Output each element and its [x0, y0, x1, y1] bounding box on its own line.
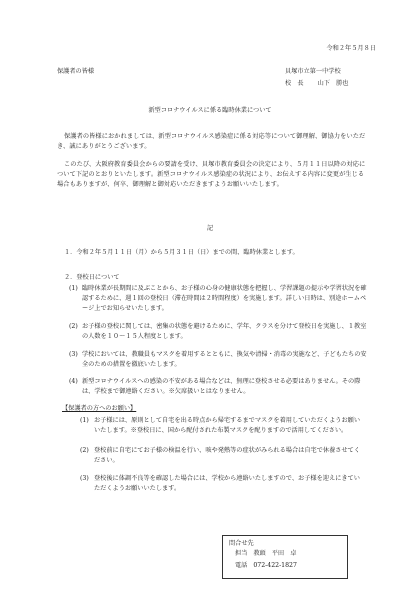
request-text: お子様には、原則として自宅を出る時点から帰宅するまでマスクを着用していただくようお願いいたします。※登校日に、国から配付された布製マスクを配りますので活用してください。 [94, 417, 361, 434]
principal-title: 校 長 [285, 80, 304, 87]
intro-paragraph-2: このたび、大阪府教育委員会からの要請を受け、貝塚市教育委員会の決定により、５月１１日以降の対応について下記のとおりといたします。新型コロナウイルス感染症の状況により、お伝えする内容に変更が生じる場合もありますが、何卒、御理解と御対応いただきますようお願いいたします。 [57, 161, 366, 188]
phone-number: 072-422-1827 [253, 562, 297, 569]
request-text: 登校後に体調不良等を確認した場合には、学校から連絡いたしますので、お子様を迎えにきていただくようお願いいたします。 [94, 475, 360, 492]
school-day-subitem [69, 377, 372, 397]
school-day-subitem [69, 322, 372, 342]
guardian-requests-heading: 【保護者の方へのお願い】 [62, 405, 137, 412]
school-day-subitem [69, 284, 372, 314]
guardian-request-item [80, 446, 366, 466]
school-day-subitem [69, 350, 372, 370]
item-school-days-heading: ２．登校日について [64, 274, 120, 281]
document-subject: 新型コロナウイルスに係る臨時休業について [148, 107, 272, 114]
subitem-text: 新型コロナウイルスへの感染の不安がある場合などは、無理に登校させる必要はありません。その際は、学校まで御連絡ください。※欠席扱いとはなりません。 [82, 378, 361, 395]
subitem-number: (3) [69, 351, 78, 358]
contact-phone [235, 561, 297, 571]
ki-marker: 記 [206, 225, 214, 232]
issuer-school: 貝塚市立第一中学校 [285, 68, 341, 75]
contact-name: 平田 卓 [271, 550, 297, 557]
issue-date: 令和２年５月８日 [326, 45, 376, 52]
item-closure-period: １．令和２年５月１１日（月）から５月３１日（日）までの間、臨時休業とします。 [64, 249, 299, 256]
contact-person [235, 549, 297, 559]
subitem-number: (4) [69, 378, 78, 385]
phone-label: 電話 [235, 562, 248, 569]
contact-role: 担当 [235, 550, 248, 557]
subitem-text: 臨時休業が長期間に及ぶことから、お子様の心身の健康状態を把握し、学習課題の提示や学習状況を確認するために、週１回の登校日（滞在時間は２時間程度）を実施します。詳しい日時は、別途ホームページ上でお知らせいたします。 [82, 285, 367, 312]
subitem-text: 学校においては、教職員もマスクを着用するとともに、換気や清掃・消毒の実施など、子どもたちの安全のための措置を徹底いたします。 [82, 351, 367, 368]
principal-name: 山下 勝也 [317, 80, 349, 87]
recipient: 保護者の皆様 [57, 68, 95, 75]
request-number: (2) [80, 447, 89, 454]
contact-position: 教頭 [253, 550, 266, 557]
subitem-number: (2) [69, 323, 78, 330]
request-text: 登校前に自宅にてお子様の検温を行い、咳や発熱等の症状がみられる場合は自宅で休養させてください。 [94, 447, 361, 464]
subitem-number: (1) [69, 285, 78, 292]
guardian-request-item [80, 474, 366, 494]
guardian-request-item [80, 416, 366, 436]
request-number: (3) [80, 475, 89, 482]
subitem-text: お子様の登校に関しては、密集の状態を避けるために、学年、クラスを分けて登校日を実施し、１教室の人数を１０～１５人程度とします。 [82, 323, 367, 340]
contact-box [222, 535, 348, 579]
request-number: (1) [80, 417, 89, 424]
issuer-principal [285, 79, 349, 89]
contact-title: 問合せ先 [229, 540, 254, 547]
intro-paragraph-1: 保護者の皆様におかれましては、新型コロナウイルス感染症に係る対応等について御理解、御協力をいただき、誠にありがとうございます。 [57, 133, 366, 150]
